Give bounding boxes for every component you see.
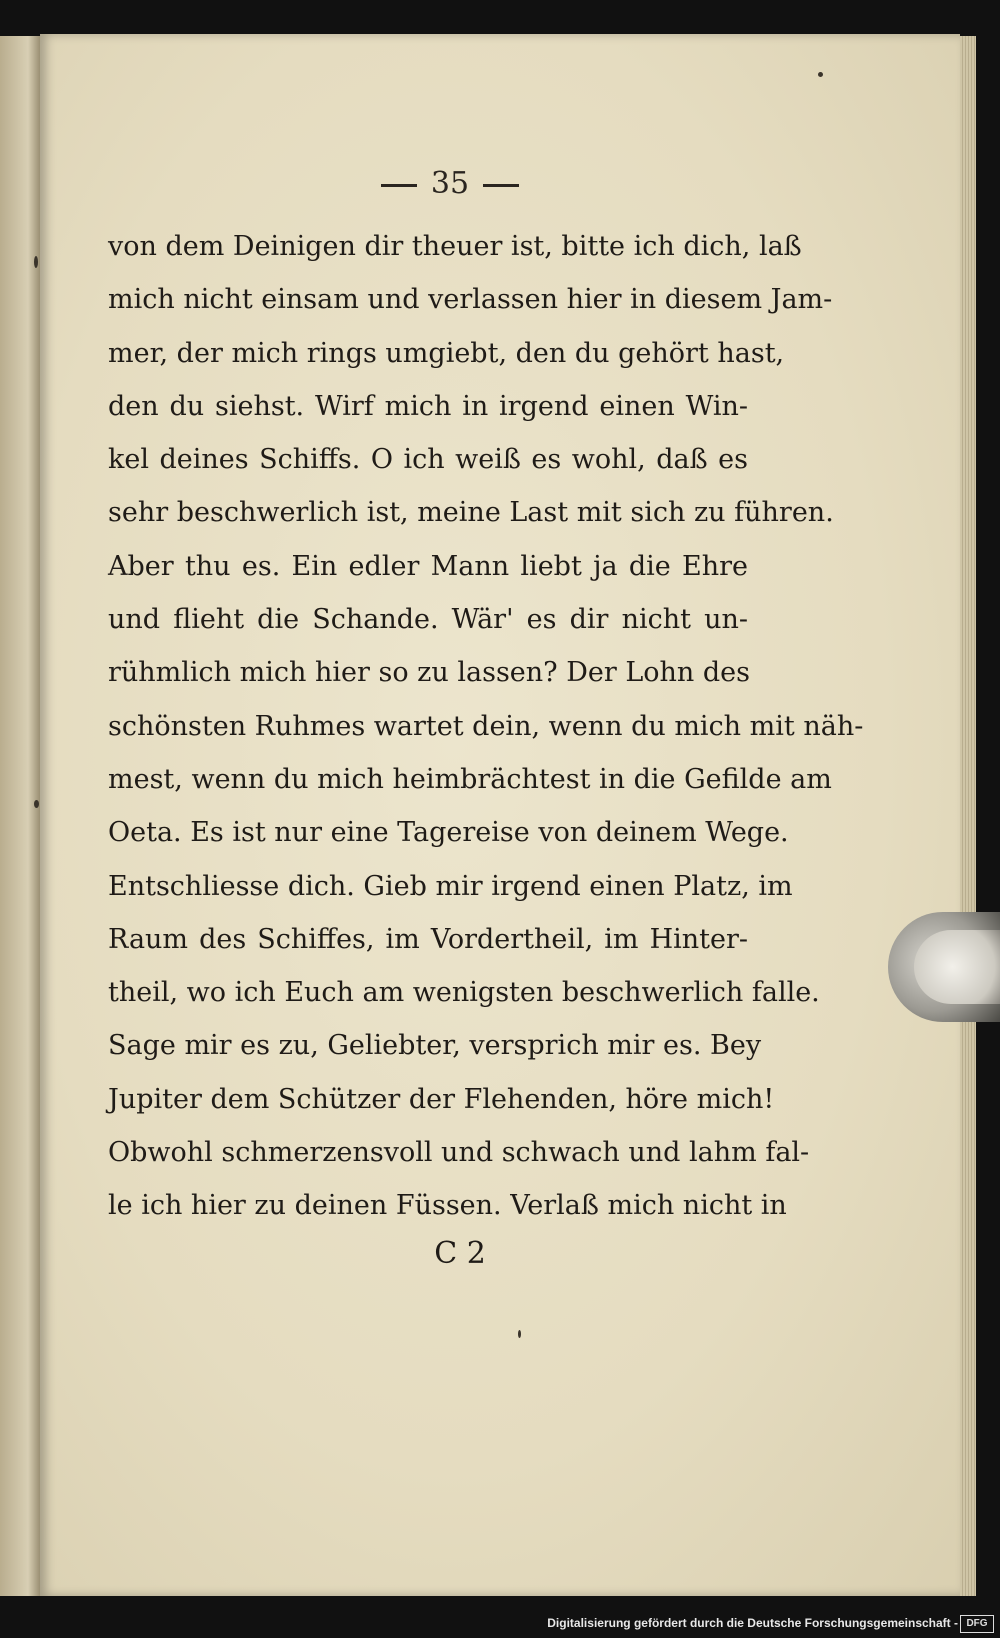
- body-text: [108, 220, 864, 1233]
- text-line: mest, wenn du mich heimbrächtest in die Gefilde am: [108, 763, 832, 795]
- text-line: sehr beschwerlich ist, meine Last mit sich zu führen.: [108, 497, 834, 529]
- page-number: 35: [430, 166, 470, 201]
- text-line: den du siehst. Wirf mich in irgend einen Win-: [108, 390, 748, 422]
- page-speck: [34, 256, 38, 268]
- text-line: theil, wo ich Euch am wenigsten beschwerlich falle.: [108, 977, 820, 1009]
- text-line: Sage mir es zu, Geliebter, versprich mir es. Bey: [108, 1030, 762, 1062]
- page-stack-edge: [960, 36, 976, 1596]
- page-header: [340, 166, 560, 206]
- text-line: Obwohl schmerzensvoll und schwach und lahm fal-: [108, 1137, 810, 1169]
- clip-tab-highlight: [914, 930, 1000, 1004]
- text-line: Jupiter dem Schützer der Flehenden, höre mich!: [108, 1083, 775, 1115]
- page-speck: [34, 800, 39, 808]
- page-speck: [518, 1330, 521, 1338]
- footer-credit: Digitalisierung gefördert durch die Deutsche Forschungsgemeinschaft -: [547, 1616, 958, 1630]
- header-dash-right: [483, 184, 519, 187]
- dfg-logo-icon: DFG: [960, 1615, 994, 1633]
- header-dash-left: [381, 184, 417, 187]
- text-line: rühmlich mich hier so zu lassen? Der Lohn des: [108, 657, 751, 689]
- text-line: Entschliesse dich. Gieb mir irgend einen Platz, im: [108, 870, 793, 902]
- text-line: und flieht die Schande. Wär' es dir nicht un-: [108, 604, 748, 636]
- text-line: Aber thu es. Ein edler Mann liebt ja die Ehre: [108, 550, 748, 582]
- signature-mark: C 2: [434, 1236, 486, 1271]
- text-line: mich nicht einsam und verlassen hier in diesem Jam-: [108, 284, 833, 316]
- text-line: Oeta. Es ist nur eine Tagereise von deinem Wege.: [108, 817, 789, 849]
- text-line: mer, der mich rings umgiebt, den du gehört hast,: [108, 337, 785, 369]
- text-line: Raum des Schiffes, im Vordertheil, im Hinter-: [108, 923, 748, 955]
- text-line: kel deines Schiffs. O ich weiß es wohl, daß es: [108, 444, 748, 476]
- text-line: le ich hier zu deinen Füssen. Verlaß mich nicht in: [108, 1190, 787, 1222]
- text-line: schönsten Ruhmes wartet dein, wenn du mich mit näh-: [108, 710, 864, 742]
- left-page-edge: [0, 36, 40, 1596]
- page-speck: [818, 72, 823, 77]
- text-line: von dem Deinigen dir theuer ist, bitte ich dich, laß: [108, 231, 802, 262]
